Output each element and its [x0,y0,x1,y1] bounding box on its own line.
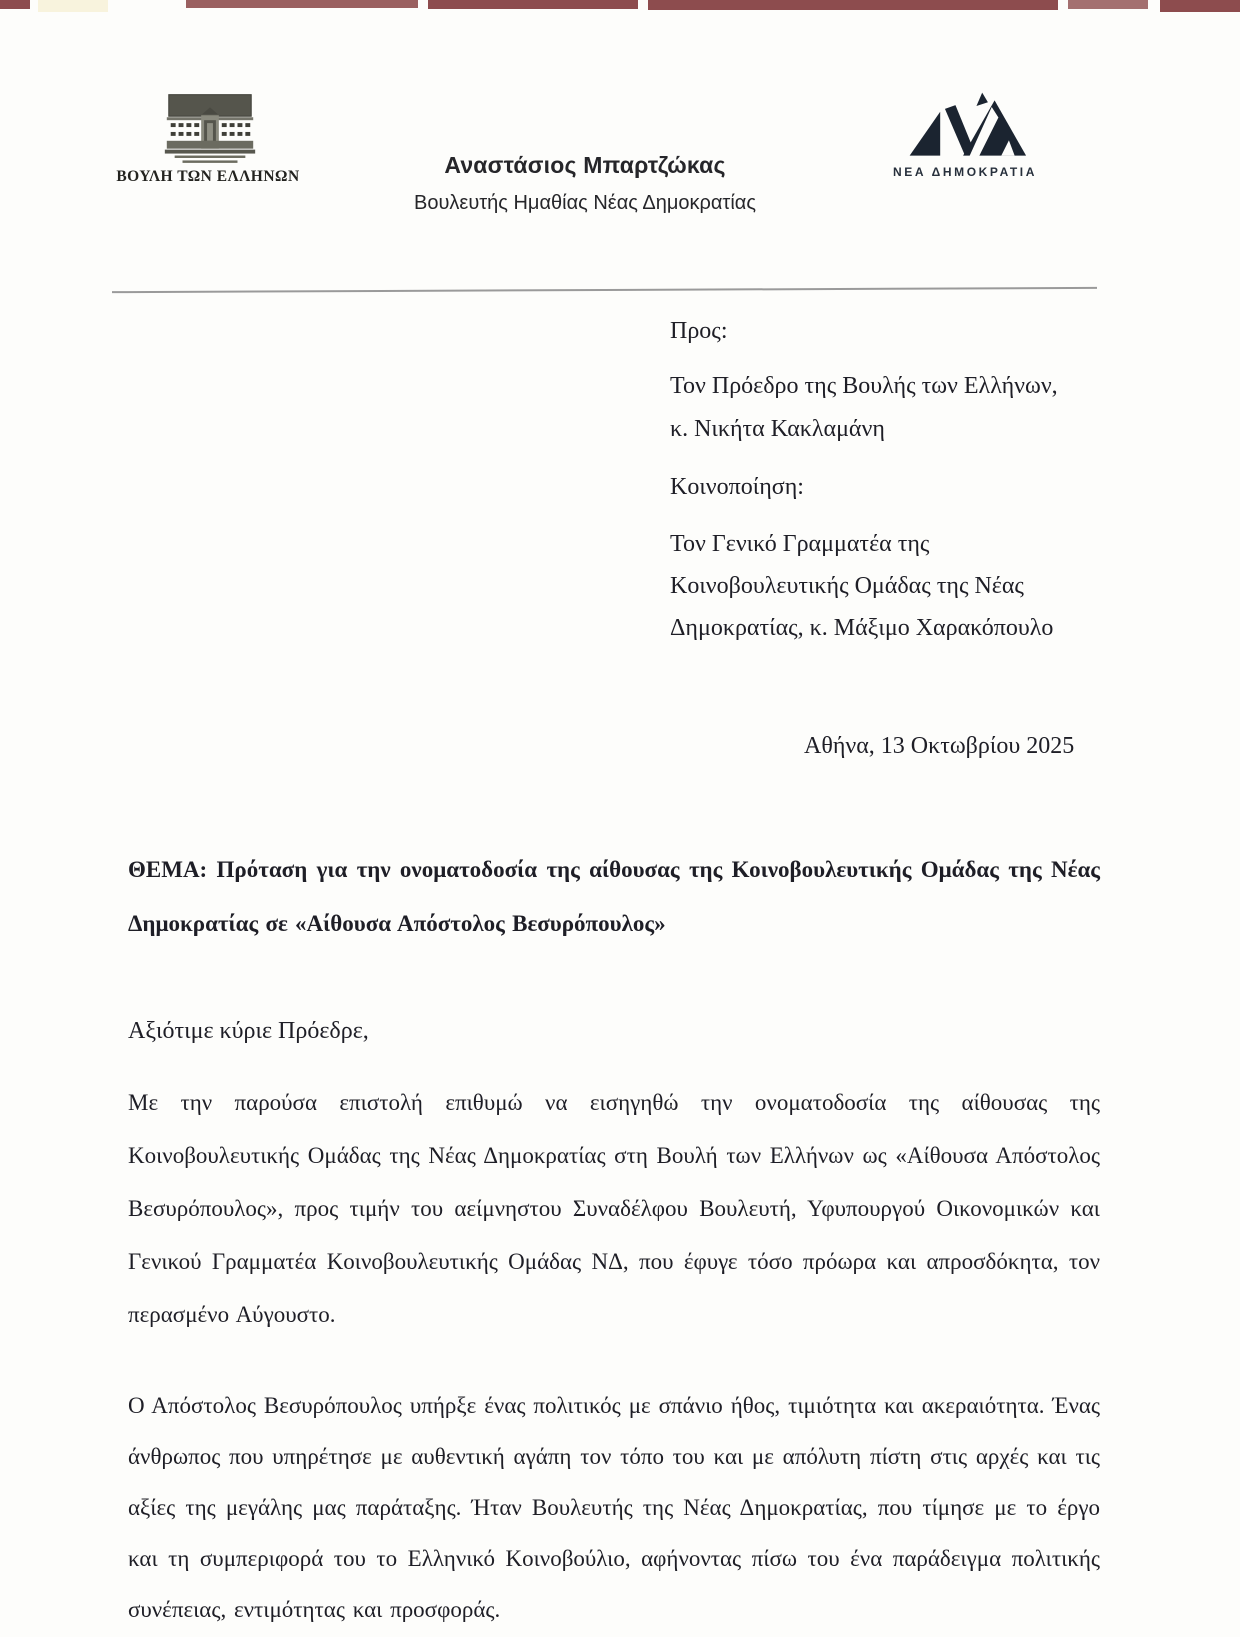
dateline: Αθήνα, 13 Οκτωβρίου 2025 [804,733,1075,759]
recipient-cc-label: Κοινοποίηση: [670,474,804,500]
salutation: Αξιότιμε κύριε Πρόεδρε, [128,1018,369,1044]
scan-artifact-bar [1160,0,1240,12]
party-label: ΝΕΑ ΔΗΜΟΚΡΑΤΙΑ [892,165,1038,179]
author-name: Αναστάσιος Μπαρτζώκας [444,152,726,178]
nea-dimokratia-nd-monogram-icon [902,92,1028,164]
parliament-label: ΒΟΥΛΗ ΤΩΝ ΕΛΛΗΝΩΝ [116,168,300,185]
header-divider-rule [112,287,1097,293]
scan-artifact-bar [0,0,30,9]
scan-artifact-bar [648,0,1058,10]
scan-artifact-bar [1068,0,1148,9]
recipient-cc-line: Δημοκρατίας, κ. Μάξιμο Χαρακόπουλο [670,615,1054,641]
recipient-to-label: Προς: [670,318,728,344]
scan-artifact-smudge [38,0,108,12]
hellenic-parliament-building-icon [156,92,264,168]
recipient-cc-line: Κοινοβουλευτικής Ομάδας της Νέας [670,573,1024,599]
author-title: Βουλευτής Ημαθίας Νέας Δημοκρατίας [414,192,756,214]
body-paragraph: Ο Απόστολος Βεσυρόπουλος υπήρξε ένας πολιτικός με σπάνιο ήθος, τιμιότητα και ακεραιότητα. Ένας άνθρωπος που υπηρέτησε με αυθεντική αγάπη τον τόπο του και με απόλυτη πίστη στις αρχές και τις αξίες της μεγάλης μας παράταξης. Ήταν Βουλευτής της Νέας Δημοκρατίας, που τίμησε με το έργο και τη συμπεριφορά του το Ελληνικό Κοινοβούλιο, αφήνοντας πίσω του ένα παράδειγμα πολιτικής συνέπειας, εντιμότητας και προσφοράς. [128,1393,1100,1622]
recipient-cc-line: Τον Γενικό Γραμματέα της [670,531,930,557]
scan-artifact-bar [186,0,418,8]
recipient-to-line: κ. Νικήτα Κακλαμάνη [670,416,885,442]
author-header [360,152,810,215]
recipient-to-line: Τον Πρόεδρο της Βουλής των Ελλήνων, [670,373,1058,399]
body-paragraph: Με την παρούσα επιστολή επιθυμώ να εισηγηθώ την ονοματοδοσία της αίθουσας της Κοινοβουλευτικής Ομάδας της Νέας Δημοκρατίας στη Βουλή των Ελλήνων ως «Αίθουσα Απόστολος Βεσυρόπουλος», προς τιμήν του αείμνηστου Συναδέλφου Βουλευτή, Υφυπουργού Οικονομικών και Γενικού Γραμματέα Κοινοβουλευτικής Ομάδας ΝΔ, που έφυγε τόσο πρόωρα και απροσδόκητα, τον περασμένο Αύγουστο. [128,1090,1100,1327]
subject-line: ΘΕΜΑ: Πρόταση για την ονοματοδοσία της αίθουσας της Κοινοβουλευτικής Ομάδας της Νέας Δημοκρατίας σε «Αίθουσα Απόστολος Βεσυρόπουλος» [128,857,1100,936]
scan-artifact-bar [428,0,638,9]
